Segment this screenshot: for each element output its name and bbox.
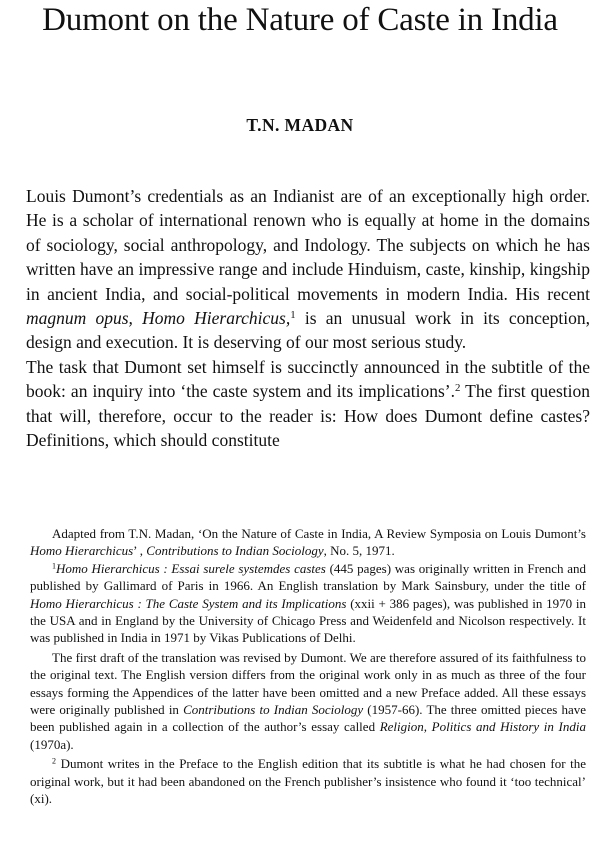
body-paragraph-2 <box>26 355 590 453</box>
body-text: The first question that will, therefore, occur to the reader is: How does Dumont define castes? Definitions, which should constitute <box>26 381 590 451</box>
note-text: ’ , <box>133 543 147 559</box>
note-italic-text: Homo Hierarchicus <box>30 543 134 559</box>
chapter-title: Dumont on the Nature of Caste in India <box>42 2 558 38</box>
note-italic-text: Contributions to Indian Sociology <box>146 543 324 559</box>
body-paragraph-1 <box>26 184 590 355</box>
footnote-2 <box>30 755 586 807</box>
body-text: Louis Dumont’s credentials as an Indianist are of an exceptionally high order. He is a scholar of international renown who is equally at home in the domains of sociology, social anthropology, and Indology. The subjects on which he has written have an impressive range and include Hinduism, caste, kinship, kingship in ancient India, and social-political movements in modern India. His recent <box>26 186 590 304</box>
note-text: Adapted from T.N. Madan, ‘On the Nature of Caste in India, A Review Symposia on Louis Dumont’s <box>52 526 586 541</box>
note-text: (xxii + 386 pages), was published in 1970 in the USA and in England by the University of Chicago Press and Weidenfeld and Nicolson respectively. It was published in India in 1971 by Vikas Publications of Delhi. <box>30 595 586 646</box>
body-italic-text: magnum opus, Homo Hierarchicus, <box>26 308 291 329</box>
note-text: (1970a). <box>30 736 74 752</box>
body-text: The task that Dumont set himself is succinctly announced in the subtitle of the book: an inquiry into ‘the caste system and its implications’. <box>26 356 590 402</box>
note-text: Dumont writes in the Preface to the English edition that its subtitle is what he had chosen for the original work, but it had been abandoned on the French publisher’s insistence who found it ‘too technical’ (xi). <box>30 756 586 807</box>
note-italic-text: Religion, Politics and History in India <box>379 719 586 735</box>
note-italic-text: Contributions to Indian Sociology <box>183 702 364 718</box>
note-text: , No. 5, 1971. <box>323 543 395 559</box>
note-text: The first draft of the translation was revised by Dumont. We are therefore assured of its faithfulness to the original text. The English version differs from the original work only in as much as three of the four essays forming the Appendices of the latter have been omitted and a new Preface added. All these essays were originally published in <box>30 649 586 718</box>
footnotes <box>30 525 586 808</box>
main-text <box>26 184 590 452</box>
author-name: T.N. MADAN <box>246 115 354 135</box>
footnote-1-continued <box>30 649 586 753</box>
footnote-marker-1: 1 <box>290 309 296 322</box>
body-text: is an unusual work in its conception, design and execution. It is deserving of our most serious study. <box>26 308 590 353</box>
footnote-1 <box>30 560 586 647</box>
note-text: (445 pages) was originally written in French and published by Gallimard of Paris in 1966. An English translation by Mark Sainsbury, under the title of <box>30 560 586 594</box>
note-italic-text: Homo Hierarchicus : The Caste System and its Implications <box>30 595 347 611</box>
note-text: (1957-66). The three omitted pieces have been published again in a collection of the author’s essay called <box>30 702 586 735</box>
note-italic-text: Homo Hierarchicus : Essai surele systemdes castes <box>56 560 326 576</box>
footnote-marker-2: 2 <box>455 382 461 395</box>
source-note <box>30 525 586 560</box>
footnote-number: 2 <box>52 756 57 766</box>
footnote-number: 1 <box>52 561 57 571</box>
